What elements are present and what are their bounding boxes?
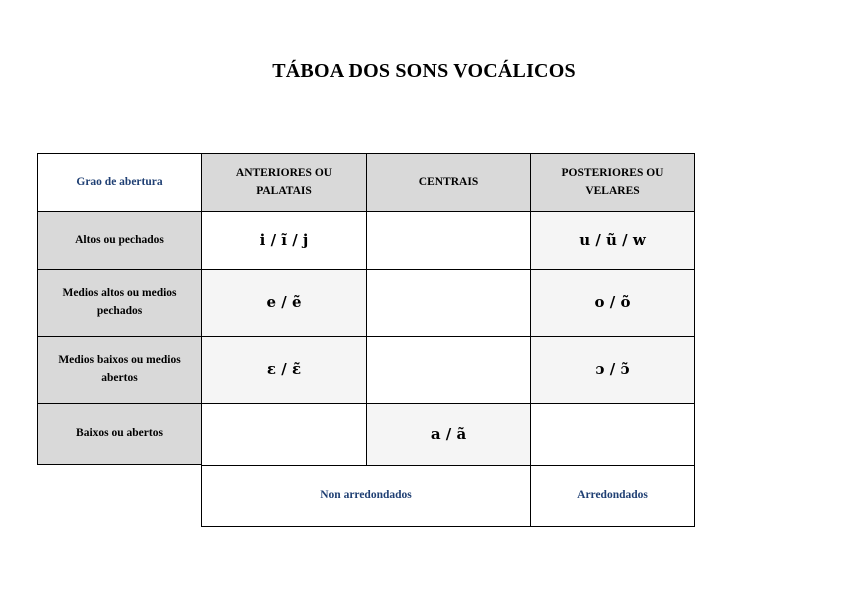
header-posteriores: POSTERIORES OU VELARES xyxy=(530,153,695,211)
header-centrais: CENTRAIS xyxy=(366,153,530,211)
row-label-medios-altos: Medios altos ou medios pechados xyxy=(37,269,201,336)
cell-medios-altos-central xyxy=(366,269,530,336)
footer-non-arredondados: Non arredondados xyxy=(201,465,530,527)
header-anteriores: ANTERIORES OU PALATAIS xyxy=(201,153,366,211)
row-label-medios-baixos: Medios baixos ou medios abertos xyxy=(37,336,201,403)
cell-medios-altos-anterior: e / ẽ xyxy=(201,269,366,336)
cell-medios-baixos-anterior: ɛ / ɛ̃ xyxy=(201,336,366,403)
row-label-baixos: Baixos ou abertos xyxy=(37,403,201,465)
cell-medios-baixos-central xyxy=(366,336,530,403)
cell-altos-anterior: i / ĩ / j xyxy=(201,211,366,269)
row-label-altos: Altos ou pechados xyxy=(37,211,201,269)
cell-altos-posterior: u / ũ / w xyxy=(530,211,695,269)
cell-baixos-anterior xyxy=(201,403,366,465)
cell-medios-baixos-posterior: ɔ / ɔ̃ xyxy=(530,336,695,403)
footer-arredondados: Arredondados xyxy=(530,465,695,527)
cell-baixos-posterior xyxy=(530,403,695,465)
page-title: TÁBOA DOS SONS VOCÁLICOS xyxy=(272,60,576,82)
cell-baixos-central: a / ã xyxy=(366,403,530,465)
cell-medios-altos-posterior: o / õ xyxy=(530,269,695,336)
header-corner: Grao de abertura xyxy=(37,153,201,211)
cell-altos-central xyxy=(366,211,530,269)
